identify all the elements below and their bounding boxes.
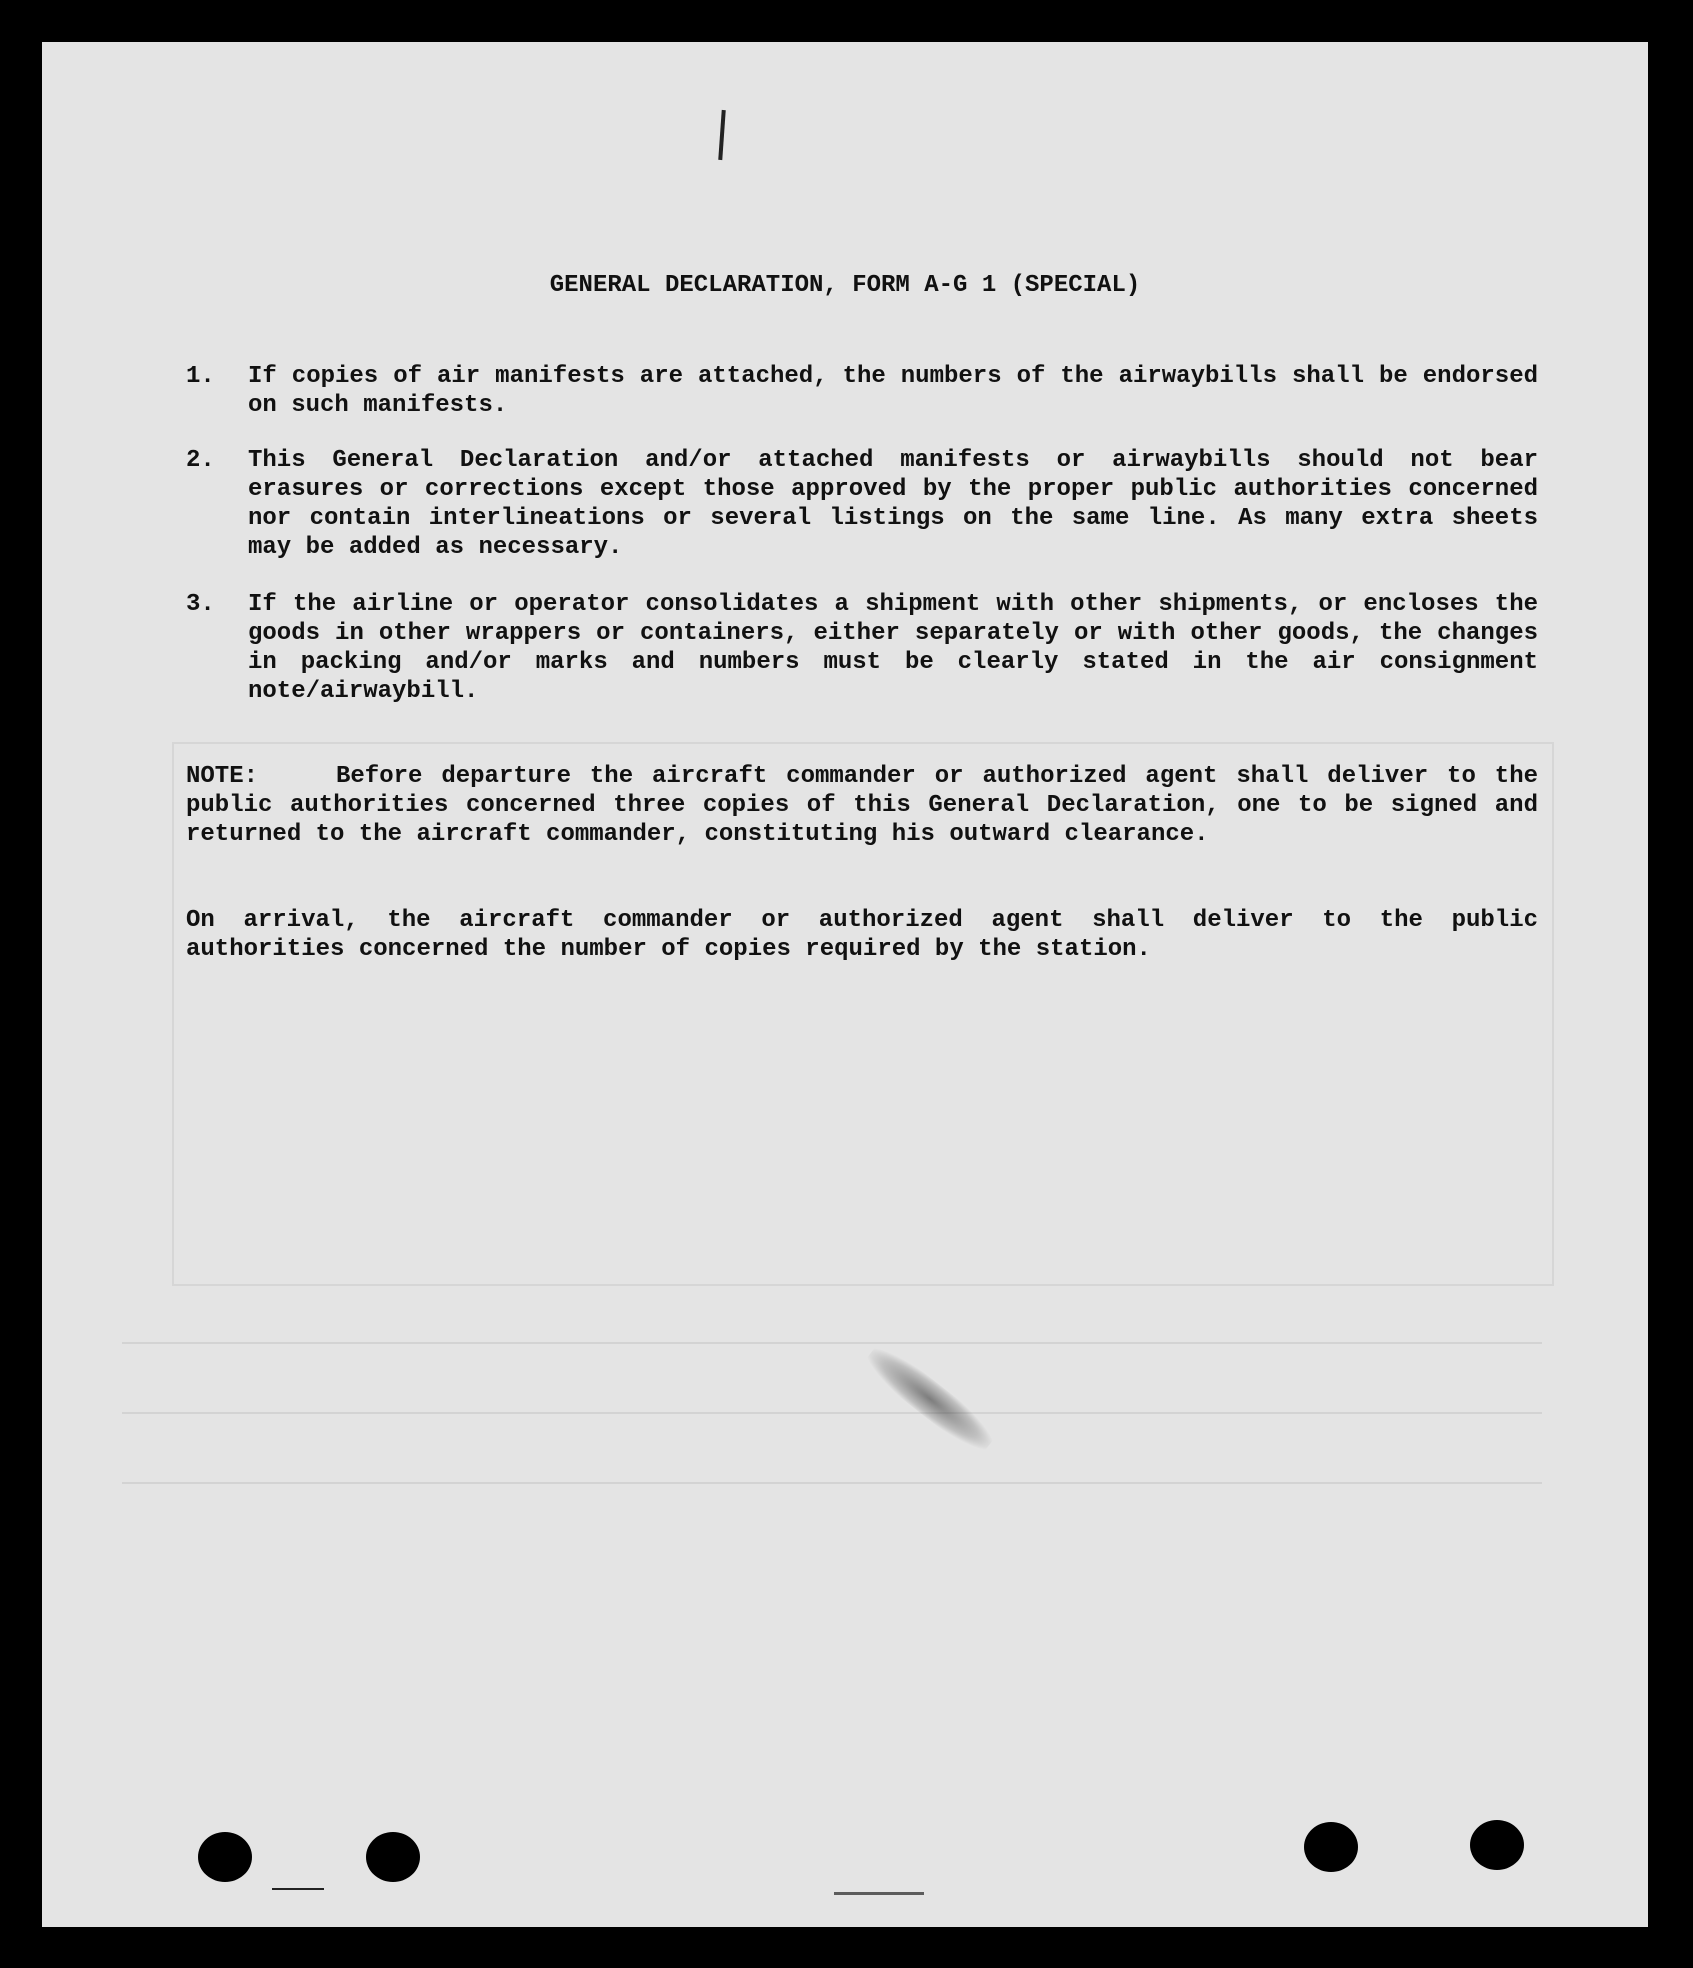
dash-mark (834, 1892, 924, 1895)
note-paragraph (186, 762, 1538, 849)
ink-smudge (860, 1339, 999, 1458)
punch-hole (1470, 1820, 1524, 1870)
bleed-through-rule (122, 1342, 1542, 1344)
pencil-tick-mark (718, 110, 725, 160)
dash-mark (272, 1888, 324, 1890)
punch-hole (366, 1832, 420, 1882)
punch-hole (1304, 1822, 1358, 1872)
arrival-paragraph: On arrival, the aircraft commander or authorized agent shall deliver to the public authorities concerned the number of copies required by the station. (186, 907, 1538, 963)
list-item-number: 2. (186, 447, 215, 474)
list-item-text: This General Declaration and/or attached manifests or airwaybills should not bear erasures or corrections except those approved by the proper public authorities concerned nor contain interlineations or several listings on the same line. As many extra sheets may be added as necessary. (248, 447, 1538, 561)
note-label: NOTE: (186, 763, 259, 790)
list-item-text: If copies of air manifests are attached, the numbers of the airwaybills shall be endorsed on such manifests. (248, 363, 1538, 419)
list-item-number: 3. (186, 591, 215, 618)
list-item-number: 1. (186, 363, 215, 390)
list-item-text: If the airline or operator consolidates a shipment with other shipments, or encloses the goods in other wrappers or containers, either separately or with other goods, the changes in packing and/or marks and numbers must be clearly stated in the air consignment note/airwaybill. (248, 591, 1538, 705)
document-page (42, 42, 1648, 1927)
list-item (186, 446, 1538, 562)
list-item (186, 362, 1538, 420)
punch-hole (198, 1832, 252, 1882)
bleed-through-rule (122, 1482, 1542, 1484)
note-text: Before departure the aircraft commander or authorized agent shall deliver to the public authorities concerned three copies of this General Declaration, one to be signed and returned to the aircraft commander, constituting his outward clearance. (186, 763, 1538, 848)
page-title: GENERAL DECLARATION, FORM A-G 1 (SPECIAL) (549, 272, 1141, 299)
bleed-through-rule (122, 1412, 1542, 1414)
list-item (186, 590, 1538, 706)
